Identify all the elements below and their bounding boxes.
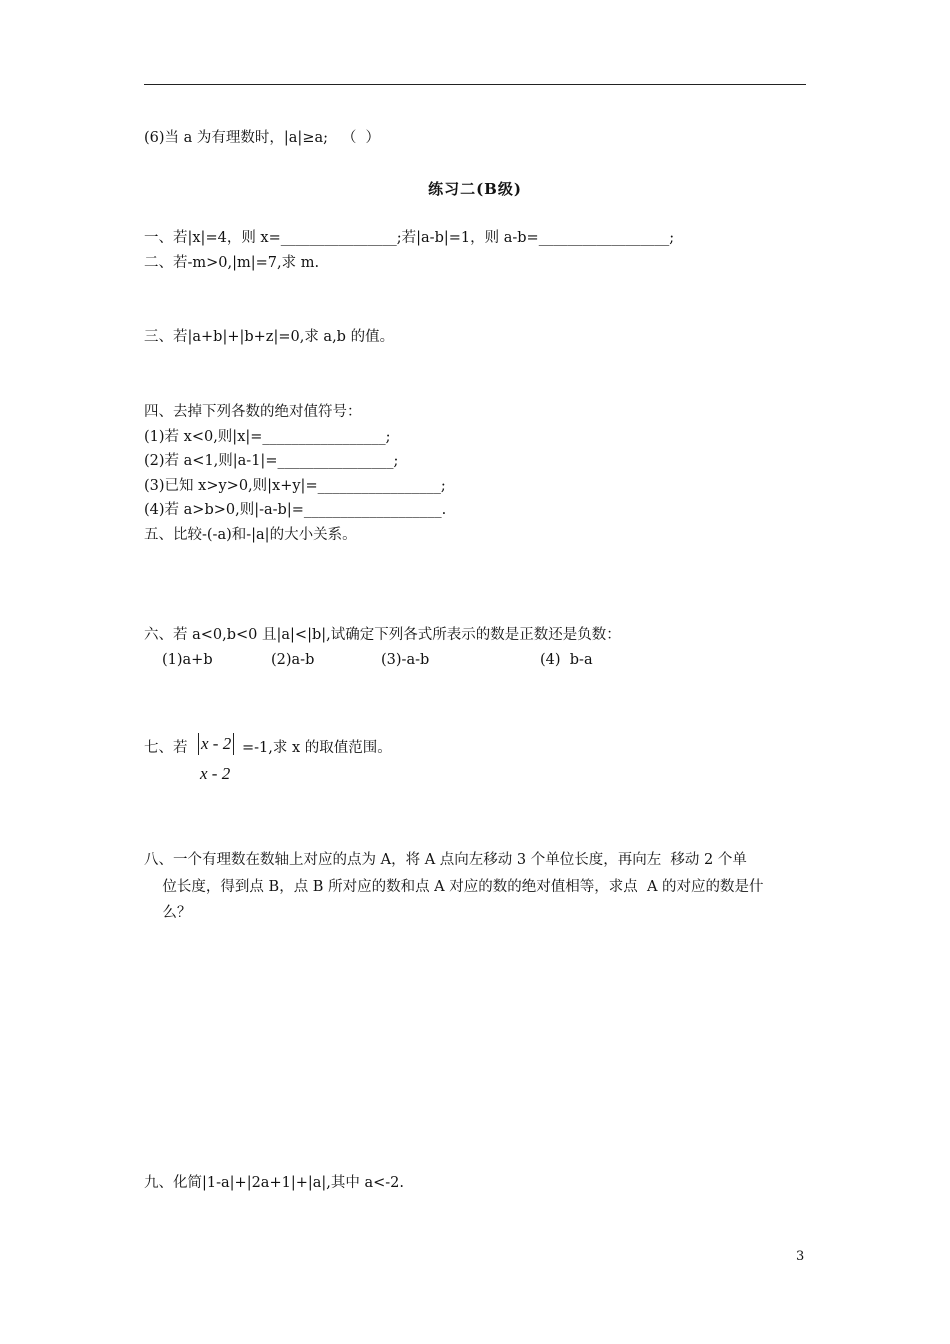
true-false-item-6: (6)当 a 为有理数时，|a|≥a; （ ）	[144, 130, 381, 146]
header-rule	[144, 84, 806, 85]
question-4-item-4: (4)若 a>b>0,则|-a-b|=___________________.	[144, 502, 447, 518]
question-8-line-1: 八、一个有理数在数轴上对应的点为 A，将 A 点向左移动 3 个单位长度，再向左 移动 2 个单	[144, 852, 747, 868]
question-6-part-3: (3)-a-b	[381, 652, 430, 668]
question-8-line-2: 位长度，得到点 B，点 B 所对应的数和点 A 对应的数的绝对值相等，求点 A 的对应的数是什	[144, 879, 764, 895]
question-7-suffix: =-1,求 x 的取值范围。	[242, 740, 392, 756]
question-6-stem: 六、若 a<0,b<0 且|a|<|b|,试确定下列各式所表示的数是正数还是负数：	[144, 627, 621, 643]
question-6-part-1: (1)a+b	[162, 652, 213, 668]
question-5: 五、比较-(-a)和-|a|的大小关系。	[144, 527, 357, 543]
question-4-item-1: (1)若 x<0,则|x|=_________________;	[144, 429, 391, 445]
fraction-denominator: x - 2	[200, 764, 231, 783]
question-4-item-2: (2)若 a<1,则|a-1|=________________;	[144, 453, 399, 469]
question-4-item-3: (3)已知 x>y>0,则|x+y|=_________________;	[144, 478, 446, 494]
question-8-line-3: 么？	[144, 905, 192, 921]
question-3: 三、若|a+b|+|b+z|=0,求 a,b 的值。	[144, 329, 395, 345]
question-7-prefix: 七、若	[144, 740, 188, 756]
page-number: 3	[796, 1249, 805, 1264]
question-9: 九、化简|1-a|+|2a+1|+|a|,其中 a<-2.	[144, 1175, 405, 1191]
question-6-part-4: (4) b-a	[540, 652, 593, 668]
fraction-numerator: x - 2	[198, 733, 234, 755]
question-2: 二、若-m>0,|m|=7,求 m.	[144, 255, 320, 271]
section-title: 练习二(B级)	[428, 180, 522, 198]
question-1: 一、若|x|=4，则 x=________________;若|a-b|=1，则 a-b=__________________;	[144, 230, 675, 246]
question-4-stem: 四、去掉下列各数的绝对值符号：	[144, 404, 362, 420]
question-6-part-2: (2)a-b	[271, 652, 315, 668]
